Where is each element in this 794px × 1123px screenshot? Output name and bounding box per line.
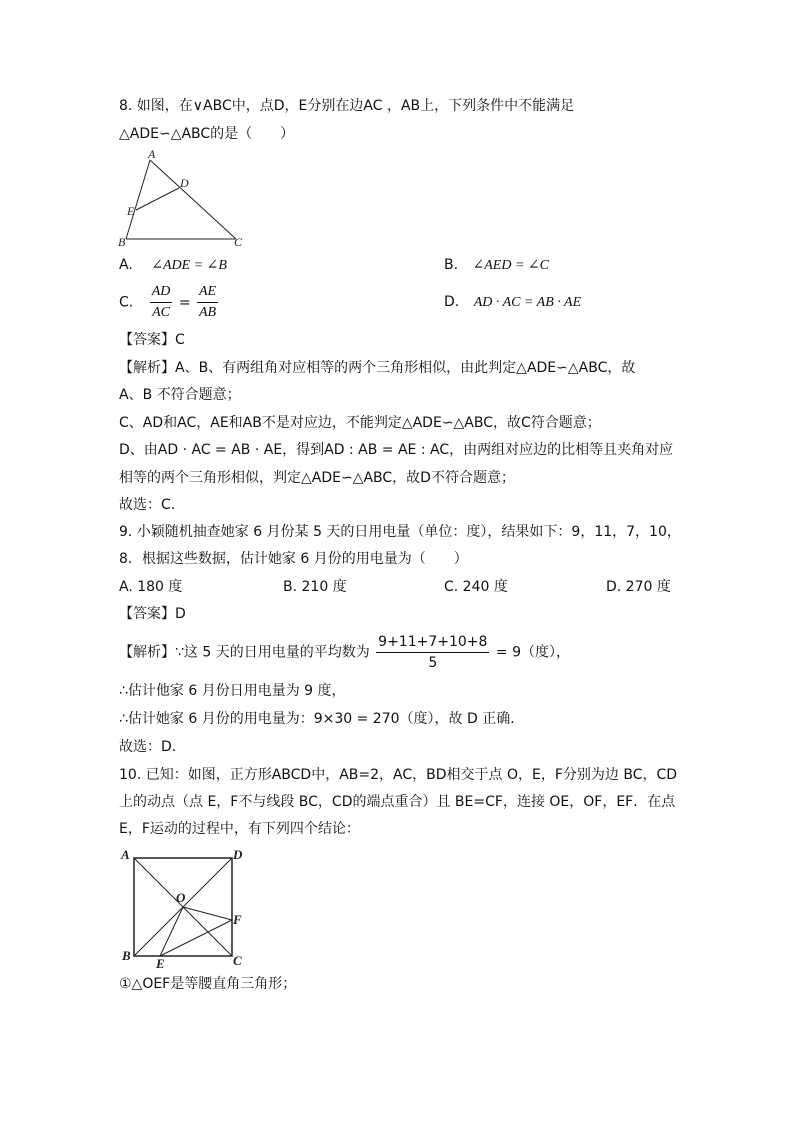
- q8-option-c: [119, 282, 218, 323]
- q10-label-o: O: [176, 890, 186, 905]
- q8-label-a: A: [148, 148, 156, 161]
- q8-triangle-figure: [112, 148, 252, 250]
- q8-label-d: D: [180, 176, 189, 190]
- q8-analysis-line1: 【解析】A、B、有两组角对应相等的两个三角形相似，由此判定△ADE∽△ABC，故: [119, 360, 636, 376]
- q9-option-d: D. 270 度: [606, 579, 671, 595]
- q9-option-b: B. 210 度: [283, 579, 347, 595]
- q10-stem-line2: 上的动点（点 E，F不与线段 BC，CD的端点重合）且 BE=CF，连接 OE，OF，EF．在点: [119, 794, 676, 810]
- q8-label-e: E: [127, 204, 135, 218]
- q8-analysis-line2: A、B 不符合题意；: [119, 387, 241, 403]
- q8-analysis-line4: D、由AD · AC = AB · AE，得到AD : AB = AE : AC，由两组对应边的比相等且夹角对应: [119, 442, 674, 458]
- q10-stem-line3: E，F运动的过程中，有下列四个结论：: [119, 821, 360, 837]
- q9-analysis-line3: ∴估计她家 6 月份的用电量为：9×30 = 270（度），故 D 正确．: [119, 711, 525, 727]
- q9-answer: 【答案】D: [119, 606, 186, 622]
- q10-label-f: F: [233, 912, 242, 927]
- q9-analysis-line2: ∴估计他家 6 月份日用电量为 9 度，: [119, 683, 346, 699]
- q9-analysis-formula: [119, 632, 570, 673]
- q10-conclusion-1: ①△OEF是等腰直角三角形；: [119, 976, 297, 992]
- q8-option-d: [444, 292, 581, 313]
- q10-label-b: B: [122, 948, 131, 963]
- q8-label-b: B: [118, 235, 126, 249]
- q8-stem-line1: 8. 如图，在∨ABC中，点D，E分别在边AC ，AB上，下列条件中不能满足: [119, 98, 575, 114]
- q8-option-a-text: ∠ADE = ∠B: [151, 258, 227, 273]
- q8-analysis-line6: 故选：C.: [119, 497, 176, 513]
- q9-option-a: A. 180 度: [119, 579, 183, 595]
- q8-option-d-label: D.: [444, 294, 460, 310]
- q9-stem-line2: 8．根据这些数据，估计她家 6 月份的用电量为（ ）: [119, 551, 468, 567]
- q8-option-a-label: A.: [119, 257, 133, 273]
- q9-stem-line1: 9. 小颖随机抽查她家 6 月份某 5 天的日用电量（单位：度），结果如下：9，11，7，10，: [119, 524, 681, 540]
- q10-stem-line1: 10. 已知：如图，正方形ABCD中，AB=2，AC，BD相交于点 O，E，F分别为边 BC，CD: [119, 767, 678, 783]
- q9-option-c: C. 240 度: [444, 579, 508, 595]
- q8-label-c: C: [234, 235, 243, 249]
- q10-label-c: C: [233, 953, 242, 968]
- q8-analysis-line3: C、AD和AC，AE和AB不是对应边，不能判定△ADE∽△ABC，故C符合题意；: [119, 415, 601, 431]
- q8-stem-line2: △ADE∽△ABC的是（ ）: [119, 126, 295, 142]
- q8-option-b-text: ∠AED = ∠C: [472, 258, 549, 273]
- q10-label-e: E: [156, 956, 165, 969]
- q9-analysis-prefix: 【解析】∵这 5 天的日用电量的平均数为: [119, 644, 370, 661]
- q10-label-a: A: [121, 847, 130, 862]
- q8-option-d-text: AD · AC = AB · AE: [473, 295, 582, 310]
- q10-square-figure: [118, 844, 253, 969]
- q10-label-d: D: [233, 847, 243, 862]
- q8-option-b: [444, 255, 549, 276]
- q9-analysis-line4: 故选：D．: [119, 739, 186, 755]
- q8-option-c-frac1: $\frac{AD}{AC}$: [151, 284, 171, 320]
- q9-average-fraction: $\frac{9+11+7+10+8}{5}$: [378, 634, 488, 671]
- q8-option-c-label: C.: [119, 294, 134, 311]
- q9-analysis-suffix: = 9（度），: [495, 644, 570, 661]
- q8-option-a: [119, 255, 227, 276]
- q8-option-b-label: B.: [444, 257, 459, 273]
- q8-option-c-eq: =: [178, 294, 191, 311]
- q8-option-c-frac2: $\frac{AE}{AB}$: [199, 284, 217, 320]
- q8-analysis-line5: 相等的两个三角形相似，判定△ADE∽△ABC，故D不符合题意；: [119, 470, 515, 486]
- q8-answer: 【答案】C: [119, 332, 185, 348]
